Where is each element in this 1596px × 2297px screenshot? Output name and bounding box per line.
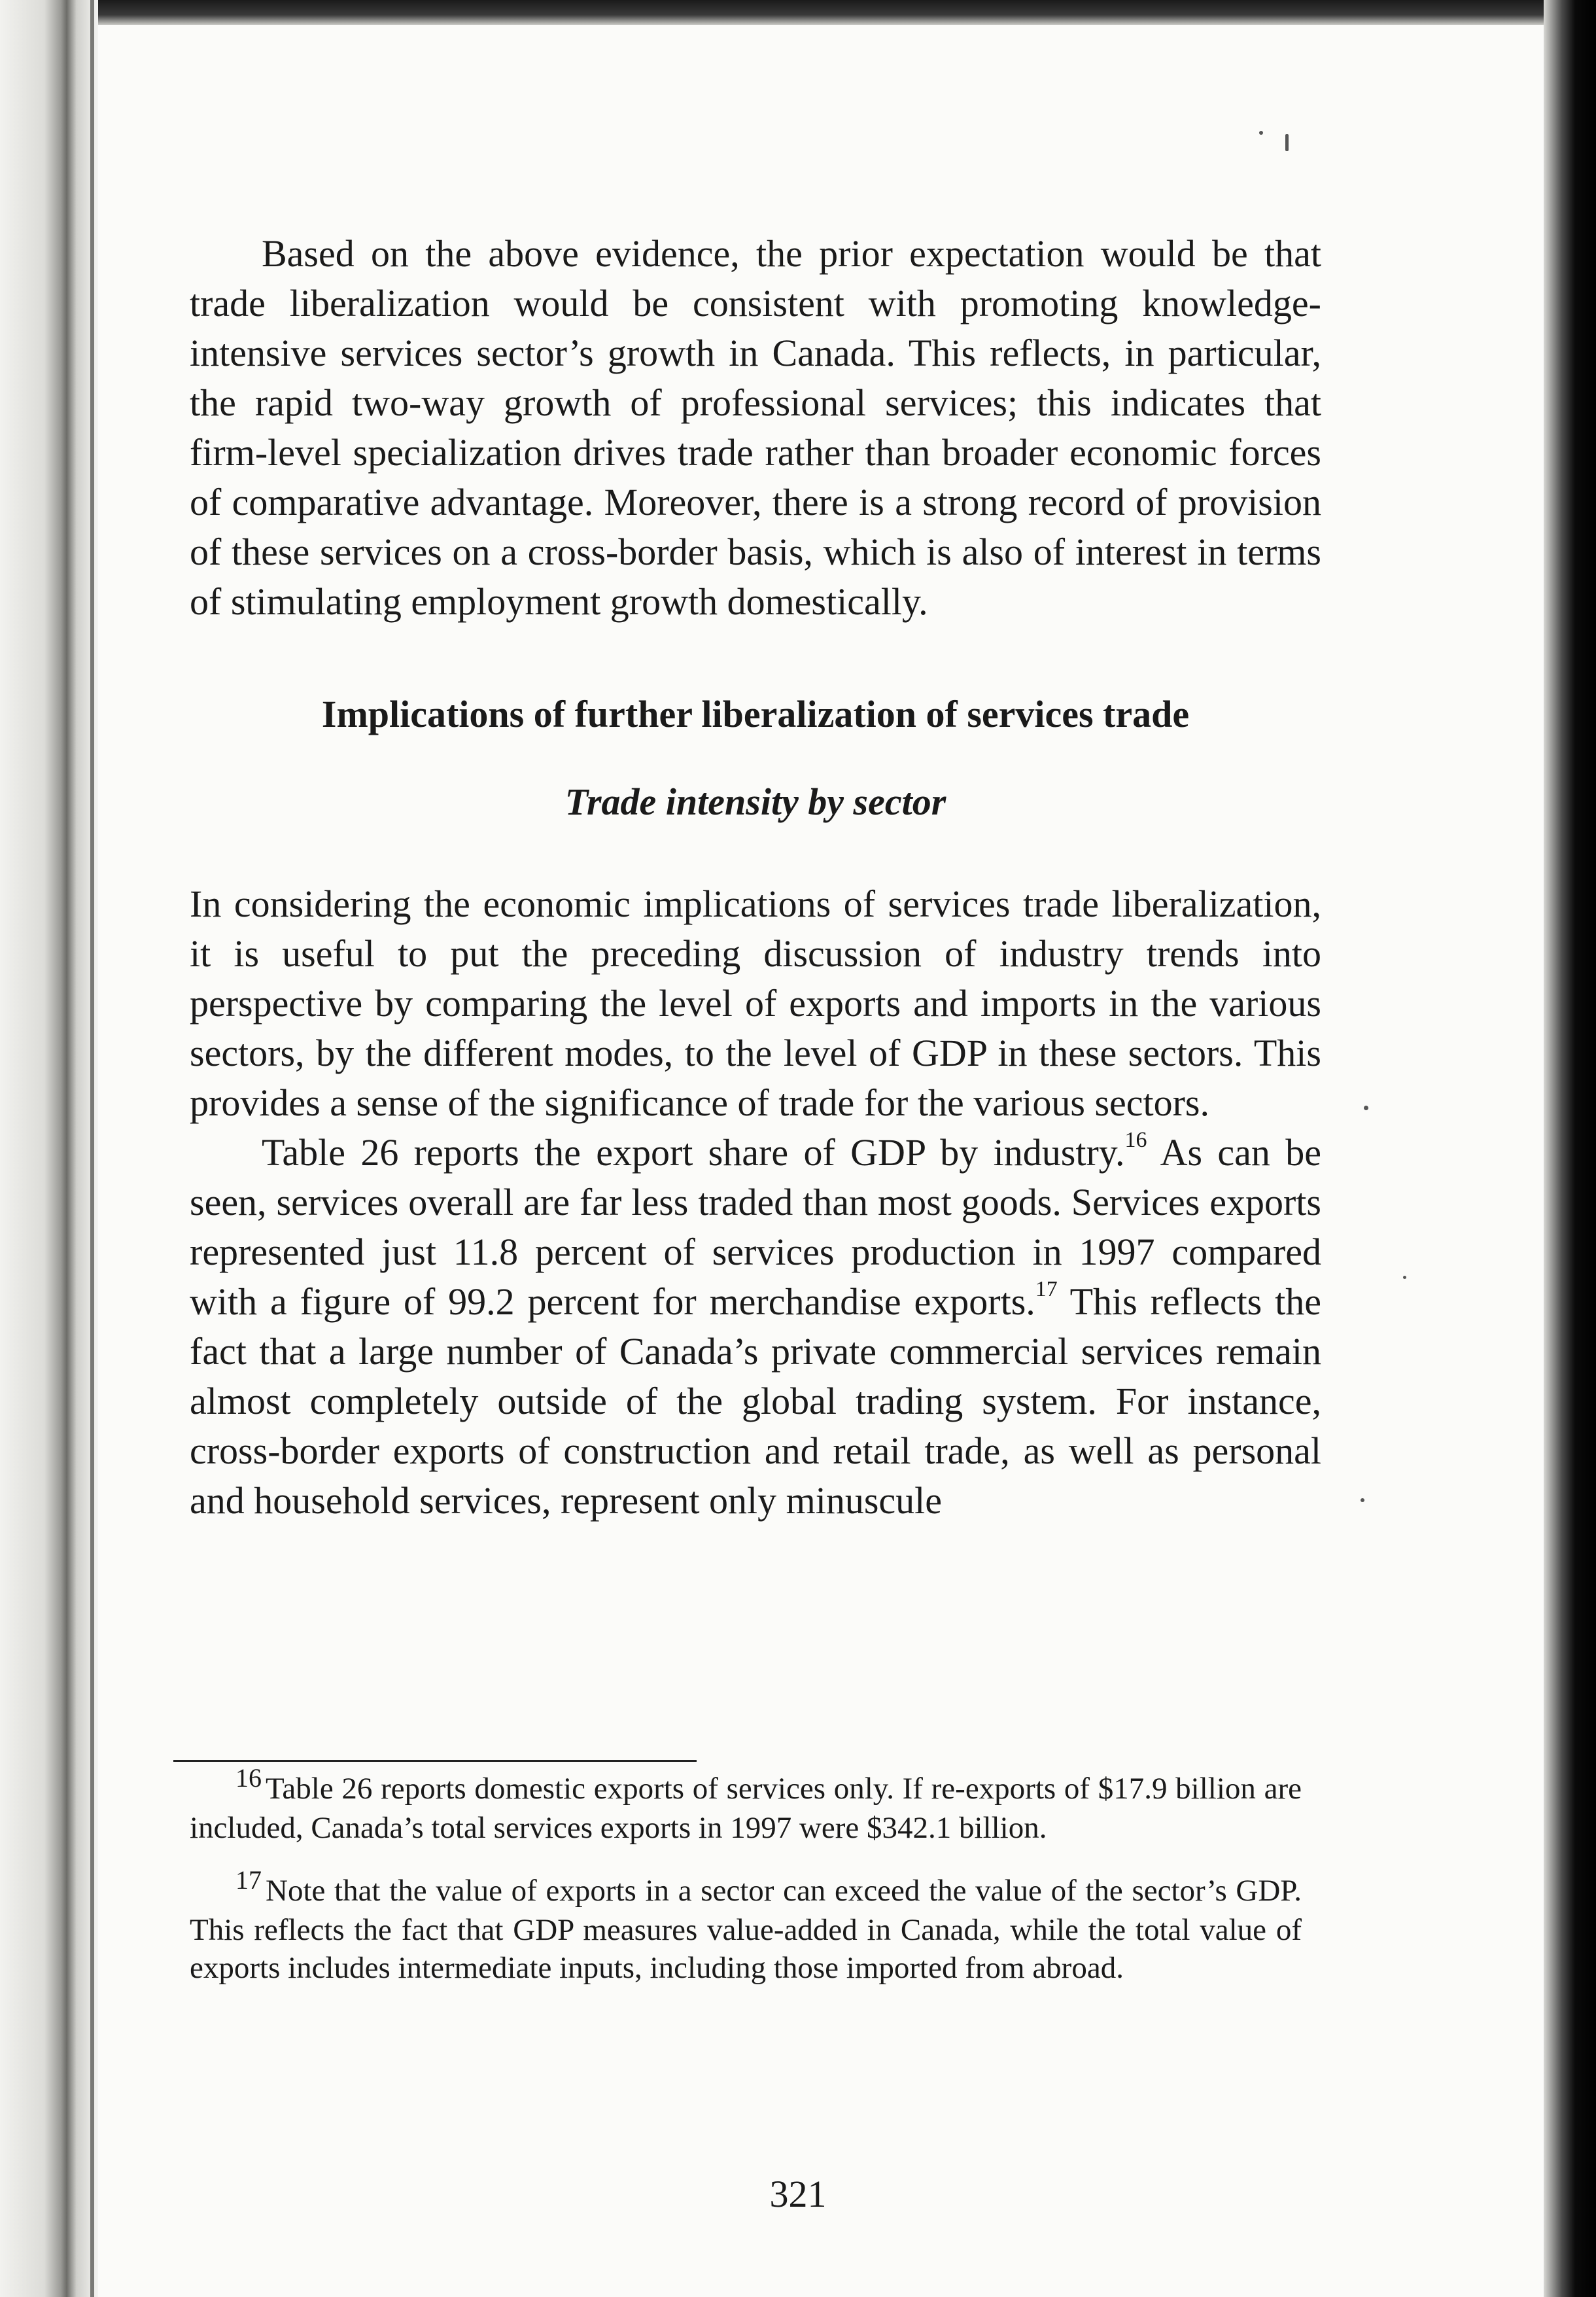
book-binding-edge (0, 0, 98, 2297)
paragraph-3-part-a: Table 26 reports the export share of GDP by industry. (262, 1131, 1125, 1174)
paragraph-3 (190, 1128, 1321, 1526)
page-number: 321 (769, 2173, 827, 2215)
paragraph-1: Based on the above evidence, the prior expectation would be that trade liberalization would be consistent with promoting knowledge-intensive services sector’s growth in Canada. This reflects, in particular, the rapid two-way growth of professional services; this indicates that firm-level specialization drives trade rather than broader economic forces of comparative advantage. Moreover, there is a strong record of provision of these services on a cross-border basis, which is also of interest in terms of stimulating employment growth domestically. (190, 232, 1321, 623)
scan-speck (1361, 1498, 1364, 1502)
section-heading: Implications of further liberalization of services trade (321, 693, 1190, 735)
paragraph-3-part-c: This reflects the fact that a large number of Canada’s private commercial services remain almost completely outside of the global trading system. For instance, cross-border exports of construction and retail trade, as well as personal and household services, represent only minuscule (190, 1280, 1321, 1522)
paragraph-2: In considering the economic implications of services trade liberalization, it is useful to put the preceding discussion of industry trends into perspective by comparing the level of exports and imports in the various sectors, by the different modes, to the level of GDP in these sectors. This provides a sense of the significance of trade for the various sectors. (190, 883, 1321, 1124)
footnotes (190, 1763, 1302, 2012)
footnote-16 (190, 1763, 1302, 1847)
scanner-top-edge (0, 0, 1596, 25)
scan-speck (1259, 131, 1263, 135)
scan-speck (1403, 1276, 1406, 1279)
binding-shadow-line (90, 0, 94, 2297)
sub-heading: Trade intensity by sector (564, 780, 946, 823)
footnote-text: Note that the value of exports in a sector can exceed the value of the sector’s GDP. This reflects the fact that GDP measures value-added in Canada, while the total value of exports includes intermediate inputs, including those imported from abroad. (190, 1874, 1302, 1985)
scanner-right-edge (1544, 0, 1596, 2297)
scan-speck (1364, 1106, 1368, 1110)
footnote-mark: 17 (235, 1865, 262, 1895)
footnote-text: Table 26 reports domestic exports of services only. If re-exports of $17.9 billion are included, Canada’s total services exports in 1997 were $342.1 billion. (190, 1772, 1302, 1845)
footnote-mark: 16 (235, 1763, 262, 1793)
footnote-rule (173, 1760, 697, 1762)
paragraph-3-part-b: As can be seen, services overall are far less traded than most goods. Services exports represented just 11.8 percent of services production in 1997 compared with a figure of 99.2 percent for merchandise exports. (190, 1131, 1321, 1323)
scan-speck (1285, 134, 1289, 151)
footnote-17 (190, 1865, 1302, 1987)
page-body (190, 229, 1321, 1526)
footnote-ref-16: 16 (1124, 1127, 1147, 1152)
footnote-ref-17: 17 (1035, 1276, 1058, 1301)
